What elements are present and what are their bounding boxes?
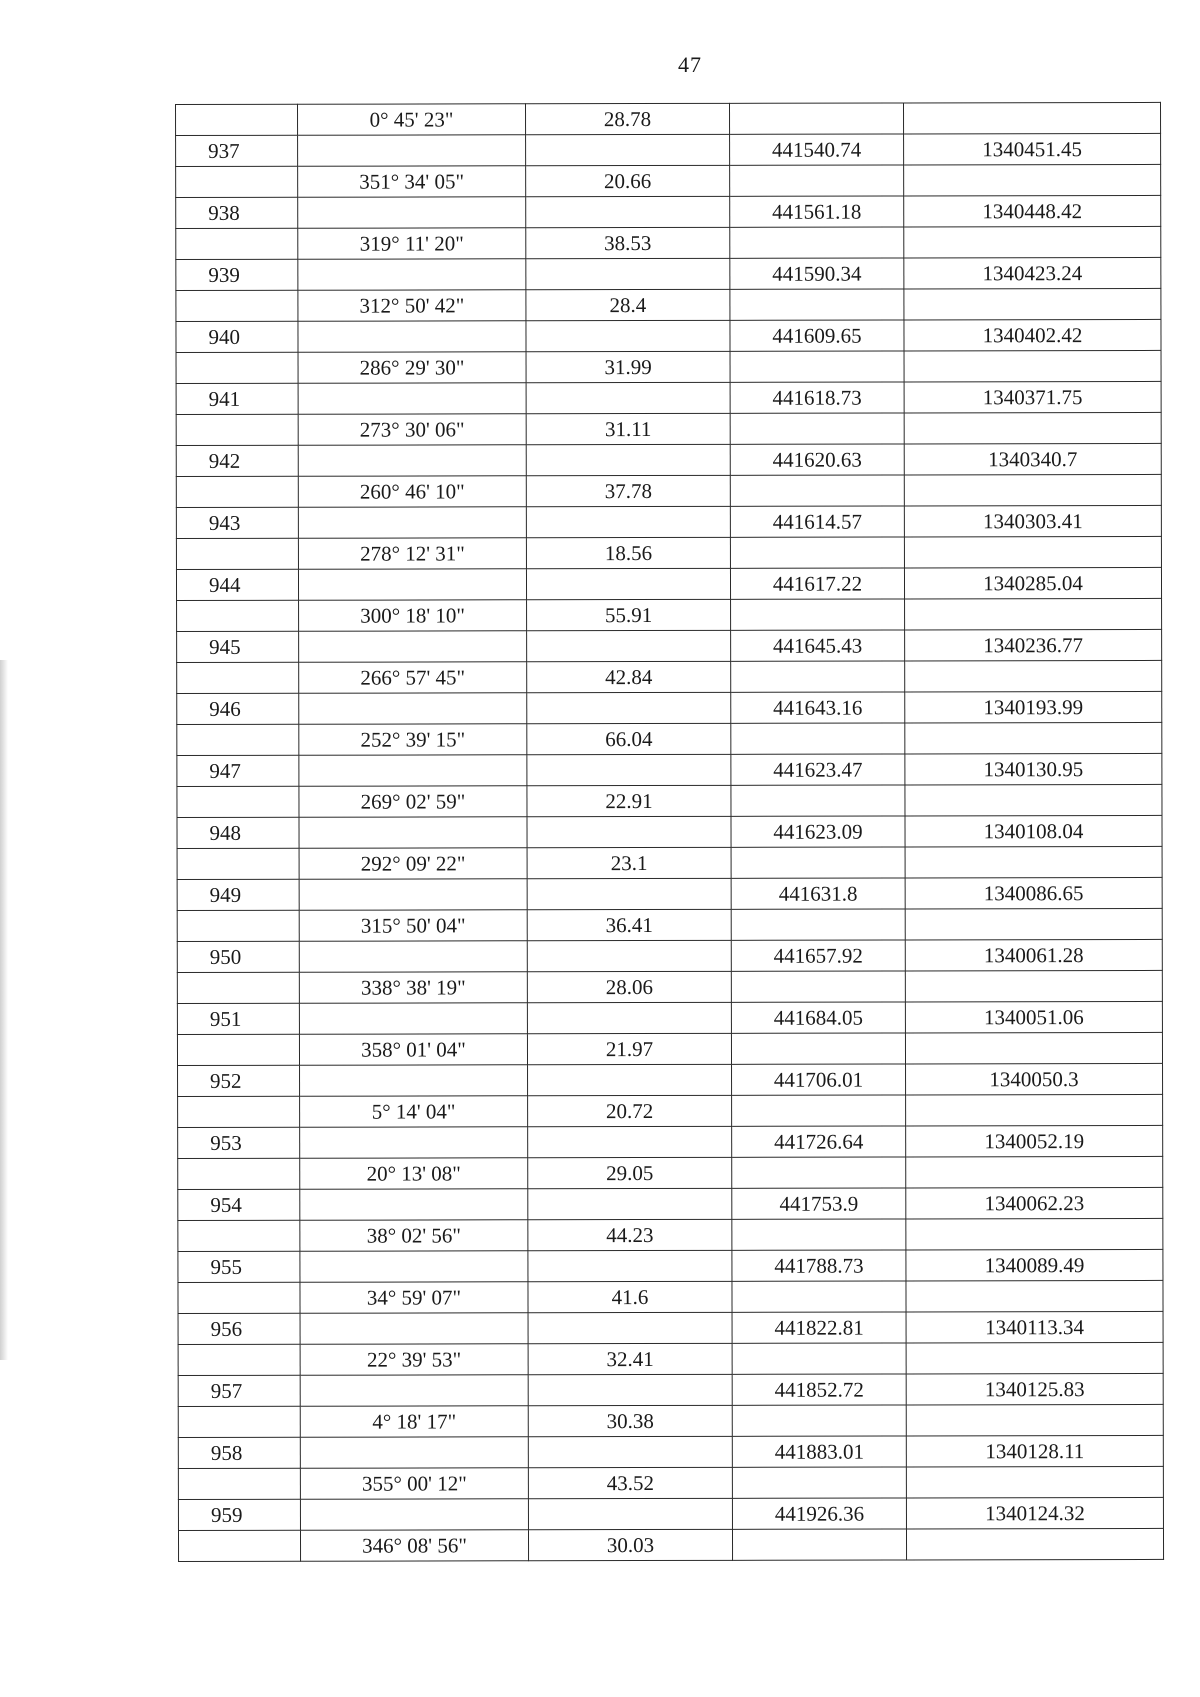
distance-cell (528, 1250, 732, 1281)
northing-cell (732, 1405, 906, 1436)
northing-cell: 441623.09 (731, 816, 905, 847)
leg-row (177, 784, 1162, 817)
northing-cell (732, 1095, 906, 1126)
leg-row (176, 350, 1161, 383)
northing-cell (732, 1281, 906, 1312)
page-number: 47 (678, 52, 702, 77)
bearing-cell (298, 569, 526, 600)
station-number-cell: 958 (178, 1437, 300, 1468)
bearing-cell: 20° 13' 08" (300, 1158, 528, 1189)
station-row (178, 1249, 1163, 1282)
station-row (177, 629, 1162, 662)
bearing-cell (300, 1499, 528, 1530)
leg-row (178, 1218, 1163, 1251)
station-number-cell (178, 1096, 300, 1127)
easting-cell (904, 412, 1161, 444)
northing-cell (731, 723, 905, 754)
easting-cell: 1340451.45 (904, 133, 1161, 165)
distance-cell: 41.6 (528, 1281, 732, 1312)
station-number-cell: 945 (177, 631, 299, 662)
distance-cell: 32.41 (528, 1343, 732, 1374)
distance-cell (527, 1002, 731, 1033)
northing-cell: 441618.73 (730, 382, 904, 413)
easting-cell (904, 474, 1161, 506)
distance-cell (528, 1064, 732, 1095)
easting-cell: 1340061.28 (905, 939, 1162, 971)
northing-cell: 441726.64 (732, 1126, 906, 1157)
northing-cell (730, 413, 904, 444)
station-number-cell: 955 (178, 1251, 300, 1282)
leg-row (177, 908, 1162, 941)
easting-cell (906, 1404, 1163, 1436)
station-number-cell (177, 662, 299, 693)
station-row (178, 1125, 1163, 1158)
station-number-cell (178, 1468, 300, 1499)
bearing-cell (298, 135, 526, 166)
station-number-cell: 950 (177, 941, 299, 972)
bearing-cell (300, 1437, 528, 1468)
northing-cell (730, 475, 904, 506)
station-number-cell: 947 (177, 755, 299, 786)
leg-row (177, 970, 1162, 1003)
distance-cell (528, 1312, 732, 1343)
bearing-cell: 273° 30' 06" (298, 414, 526, 445)
bearing-cell: 269° 02' 59" (299, 786, 527, 817)
easting-cell: 1340236.77 (905, 629, 1162, 661)
northing-cell: 441620.63 (730, 444, 904, 475)
distance-cell: 38.53 (526, 227, 730, 258)
leg-row (177, 598, 1162, 631)
distance-cell: 18.56 (526, 537, 730, 568)
distance-cell (528, 1498, 732, 1529)
bearing-cell: 358° 01' 04" (299, 1034, 527, 1065)
leg-row (176, 536, 1161, 569)
easting-cell (906, 1094, 1163, 1126)
distance-cell: 28.06 (527, 971, 731, 1002)
station-row (177, 877, 1162, 910)
station-number-cell (177, 600, 299, 631)
station-number-cell: 952 (178, 1065, 300, 1096)
northing-cell: 441631.8 (731, 878, 905, 909)
distance-cell (527, 878, 731, 909)
bearing-cell: 252° 39' 15" (299, 724, 527, 755)
leg-row (177, 846, 1162, 879)
station-row (178, 1497, 1163, 1530)
station-number-cell: 939 (176, 259, 298, 290)
bearing-cell: 38° 02' 56" (300, 1220, 528, 1251)
northing-cell: 441614.57 (730, 506, 904, 537)
distance-cell (526, 134, 730, 165)
station-row (176, 567, 1161, 600)
northing-cell: 441643.16 (731, 692, 905, 723)
distance-cell (528, 1188, 732, 1219)
leg-row (176, 288, 1161, 321)
easting-cell (905, 970, 1162, 1002)
station-number-cell (176, 228, 298, 259)
northing-cell: 441540.74 (730, 134, 904, 165)
scan-edge-shadow (0, 660, 8, 1360)
distance-cell: 31.99 (526, 351, 730, 382)
easting-cell: 1340125.83 (906, 1373, 1163, 1405)
station-number-cell (176, 538, 298, 569)
northing-cell: 441684.05 (731, 1002, 905, 1033)
bearing-cell (299, 817, 527, 848)
easting-cell: 1340128.11 (906, 1435, 1163, 1467)
distance-cell: 20.66 (526, 165, 730, 196)
bearing-cell: 0° 45' 23" (298, 104, 526, 135)
station-row (176, 195, 1161, 228)
distance-cell (526, 568, 730, 599)
station-number-cell (177, 972, 299, 1003)
bearing-cell (298, 197, 526, 228)
station-number-cell: 954 (178, 1189, 300, 1220)
distance-cell (526, 196, 730, 227)
leg-row (177, 722, 1162, 755)
station-row (177, 691, 1162, 724)
northing-cell (730, 537, 904, 568)
bearing-cell (299, 879, 527, 910)
station-number-cell: 941 (176, 383, 298, 414)
northing-cell: 441657.92 (731, 940, 905, 971)
northing-cell (730, 351, 904, 382)
easting-cell (906, 1466, 1163, 1498)
easting-cell: 1340130.95 (905, 753, 1162, 785)
northing-cell: 441926.36 (732, 1498, 906, 1529)
station-number-cell (177, 724, 299, 755)
bearing-cell: 355° 00' 12" (300, 1468, 528, 1499)
station-number-cell: 944 (176, 569, 298, 600)
northing-cell (732, 1219, 906, 1250)
station-row (177, 815, 1162, 848)
northing-cell: 441788.73 (732, 1250, 906, 1281)
distance-cell (527, 754, 731, 785)
bearing-cell: 5° 14' 04" (300, 1096, 528, 1127)
distance-cell: 20.72 (528, 1095, 732, 1126)
easting-cell (906, 1528, 1163, 1560)
station-number-cell: 938 (176, 197, 298, 228)
station-row (178, 1311, 1163, 1344)
bearing-cell: 351° 34' 05" (298, 166, 526, 197)
northing-cell (731, 909, 905, 940)
station-row (177, 939, 1162, 972)
station-number-cell (176, 352, 298, 383)
distance-cell: 43.52 (528, 1467, 732, 1498)
station-number-cell (177, 910, 299, 941)
distance-cell: 30.38 (528, 1405, 732, 1436)
easting-cell (905, 660, 1162, 692)
northing-cell: 441852.72 (732, 1374, 906, 1405)
easting-cell (906, 1342, 1163, 1374)
distance-cell (527, 630, 731, 661)
bearing-cell (299, 1003, 527, 1034)
station-row (178, 1187, 1163, 1220)
bearing-cell (300, 1313, 528, 1344)
station-number-cell: 940 (176, 321, 298, 352)
northing-cell (731, 847, 905, 878)
station-number-cell: 946 (177, 693, 299, 724)
easting-cell: 1340303.41 (904, 505, 1161, 537)
bearing-cell: 292° 09' 22" (299, 848, 527, 879)
station-number-cell (178, 1282, 300, 1313)
station-number-cell: 959 (178, 1499, 300, 1530)
bearing-cell: 315° 50' 04" (299, 910, 527, 941)
easting-cell (905, 784, 1162, 816)
station-number-cell (178, 1344, 300, 1375)
bearing-cell: 300° 18' 10" (299, 600, 527, 631)
survey-table-body (176, 102, 1164, 1561)
distance-cell: 44.23 (528, 1219, 732, 1250)
leg-row (178, 1404, 1163, 1437)
survey-coordinate-table (175, 102, 1164, 1562)
leg-row (178, 1094, 1163, 1127)
northing-cell (732, 1157, 906, 1188)
station-row (176, 381, 1161, 414)
bearing-cell: 4° 18' 17" (300, 1406, 528, 1437)
station-row (177, 753, 1162, 786)
easting-cell (904, 226, 1161, 258)
distance-cell (528, 1436, 732, 1467)
distance-cell: 36.41 (527, 909, 731, 940)
station-row (178, 1063, 1163, 1096)
northing-cell (730, 289, 904, 320)
distance-cell (527, 692, 731, 723)
easting-cell (903, 102, 1160, 134)
bearing-cell (300, 1375, 528, 1406)
station-number-cell: 948 (177, 817, 299, 848)
distance-cell: 30.03 (528, 1529, 732, 1560)
leg-row (176, 226, 1161, 259)
bearing-cell: 319° 11' 20" (298, 228, 526, 259)
easting-cell: 1340448.42 (904, 195, 1161, 227)
northing-cell (731, 661, 905, 692)
station-number-cell (177, 786, 299, 817)
leg-row (178, 1156, 1163, 1189)
northing-cell (731, 785, 905, 816)
leg-row (178, 1528, 1163, 1561)
distance-cell: 42.84 (527, 661, 731, 692)
station-number-cell: 953 (178, 1127, 300, 1158)
station-number-cell: 942 (176, 445, 298, 476)
station-number-cell: 957 (178, 1375, 300, 1406)
bearing-cell (300, 1189, 528, 1220)
leg-row (178, 1466, 1163, 1499)
bearing-cell: 260° 46' 10" (298, 476, 526, 507)
station-number-cell (176, 104, 298, 135)
distance-cell: 28.4 (526, 289, 730, 320)
station-row (178, 1435, 1163, 1468)
station-number-cell: 956 (178, 1313, 300, 1344)
bearing-cell: 34° 59' 07" (300, 1282, 528, 1313)
northing-cell (731, 599, 905, 630)
station-row (178, 1373, 1163, 1406)
easting-cell (905, 908, 1162, 940)
bearing-cell: 286° 29' 30" (298, 352, 526, 383)
distance-cell: 31.11 (526, 413, 730, 444)
distance-cell (527, 940, 731, 971)
easting-cell: 1340086.65 (905, 877, 1162, 909)
leg-row (177, 660, 1162, 693)
station-number-cell (177, 1034, 299, 1065)
bearing-cell: 22° 39' 53" (300, 1344, 528, 1375)
station-row (176, 505, 1161, 538)
northing-cell (731, 971, 905, 1002)
northing-cell: 441590.34 (730, 258, 904, 289)
easting-cell: 1340124.32 (906, 1497, 1163, 1529)
distance-cell: 28.78 (526, 103, 730, 134)
distance-cell (526, 506, 730, 537)
station-number-cell: 949 (177, 879, 299, 910)
northing-cell: 441706.01 (732, 1064, 906, 1095)
distance-cell: 55.91 (527, 599, 731, 630)
northing-cell (730, 165, 904, 196)
bearing-cell (298, 507, 526, 538)
leg-row (176, 474, 1161, 507)
easting-cell: 1340423.24 (904, 257, 1161, 289)
easting-cell: 1340062.23 (906, 1187, 1163, 1219)
northing-cell (732, 1529, 906, 1560)
easting-cell: 1340052.19 (906, 1125, 1163, 1157)
easting-cell (905, 1032, 1162, 1064)
station-number-cell (178, 1406, 300, 1437)
easting-cell (906, 1156, 1163, 1188)
station-number-cell (176, 476, 298, 507)
station-number-cell: 937 (176, 135, 298, 166)
easting-cell (904, 536, 1161, 568)
bearing-cell: 312° 50' 42" (298, 290, 526, 321)
leg-row (178, 1280, 1163, 1313)
easting-cell: 1340089.49 (906, 1249, 1163, 1281)
station-number-cell (177, 848, 299, 879)
easting-cell: 1340050.3 (906, 1063, 1163, 1095)
distance-cell (528, 1374, 732, 1405)
bearing-cell (299, 755, 527, 786)
bearing-cell: 338° 38' 19" (299, 972, 527, 1003)
easting-cell: 1340108.04 (905, 815, 1162, 847)
station-number-cell (178, 1158, 300, 1189)
distance-cell: 29.05 (528, 1157, 732, 1188)
station-row (176, 443, 1161, 476)
bearing-cell (300, 1251, 528, 1282)
bearing-cell (298, 321, 526, 352)
leg-row (176, 412, 1161, 445)
bearing-cell (299, 693, 527, 724)
easting-cell: 1340113.34 (906, 1311, 1163, 1343)
easting-cell (906, 1218, 1163, 1250)
distance-cell (526, 258, 730, 289)
bearing-cell (298, 383, 526, 414)
leg-row (176, 102, 1161, 135)
easting-cell: 1340371.75 (904, 381, 1161, 413)
easting-cell (905, 598, 1162, 630)
station-number-cell (178, 1220, 300, 1251)
station-number-cell (176, 166, 298, 197)
easting-cell (905, 846, 1162, 878)
easting-cell: 1340051.06 (905, 1001, 1162, 1033)
distance-cell (528, 1126, 732, 1157)
leg-row (176, 164, 1161, 197)
easting-cell (904, 350, 1161, 382)
northing-cell: 441609.65 (730, 320, 904, 351)
easting-cell (904, 164, 1161, 196)
distance-cell (526, 382, 730, 413)
distance-cell (526, 444, 730, 475)
leg-row (178, 1342, 1163, 1375)
easting-cell (906, 1280, 1163, 1312)
northing-cell: 441822.81 (732, 1312, 906, 1343)
bearing-cell: 266° 57' 45" (299, 662, 527, 693)
bearing-cell (300, 1065, 528, 1096)
northing-cell: 441561.18 (730, 196, 904, 227)
easting-cell: 1340193.99 (905, 691, 1162, 723)
bearing-cell: 278° 12' 31" (298, 538, 526, 569)
bearing-cell (300, 1127, 528, 1158)
station-row (176, 133, 1161, 166)
bearing-cell (299, 941, 527, 972)
northing-cell (730, 227, 904, 258)
bearing-cell: 346° 08' 56" (300, 1530, 528, 1561)
northing-cell: 441753.9 (732, 1188, 906, 1219)
distance-cell: 23.1 (527, 847, 731, 878)
station-number-cell (176, 290, 298, 321)
northing-cell: 441623.47 (731, 754, 905, 785)
leg-row (177, 1032, 1162, 1065)
northing-cell (731, 1033, 905, 1064)
northing-cell: 441617.22 (730, 568, 904, 599)
station-row (177, 1001, 1162, 1034)
distance-cell: 37.78 (526, 475, 730, 506)
easting-cell: 1340340.7 (904, 443, 1161, 475)
station-number-cell: 951 (177, 1003, 299, 1034)
northing-cell: 441883.01 (732, 1436, 906, 1467)
easting-cell: 1340285.04 (904, 567, 1161, 599)
northing-cell (732, 1467, 906, 1498)
northing-cell: 441645.43 (731, 630, 905, 661)
bearing-cell (298, 259, 526, 290)
station-row (176, 319, 1161, 352)
station-number-cell (176, 414, 298, 445)
northing-cell (732, 1343, 906, 1374)
easting-cell: 1340402.42 (904, 319, 1161, 351)
easting-cell (905, 722, 1162, 754)
bearing-cell (298, 445, 526, 476)
distance-cell: 21.97 (527, 1033, 731, 1064)
station-number-cell: 943 (176, 507, 298, 538)
distance-cell (526, 320, 730, 351)
distance-cell (527, 816, 731, 847)
distance-cell: 22.91 (527, 785, 731, 816)
easting-cell (904, 288, 1161, 320)
distance-cell: 66.04 (527, 723, 731, 754)
station-row (176, 257, 1161, 290)
bearing-cell (299, 631, 527, 662)
station-number-cell (178, 1530, 300, 1561)
northing-cell (729, 103, 903, 134)
